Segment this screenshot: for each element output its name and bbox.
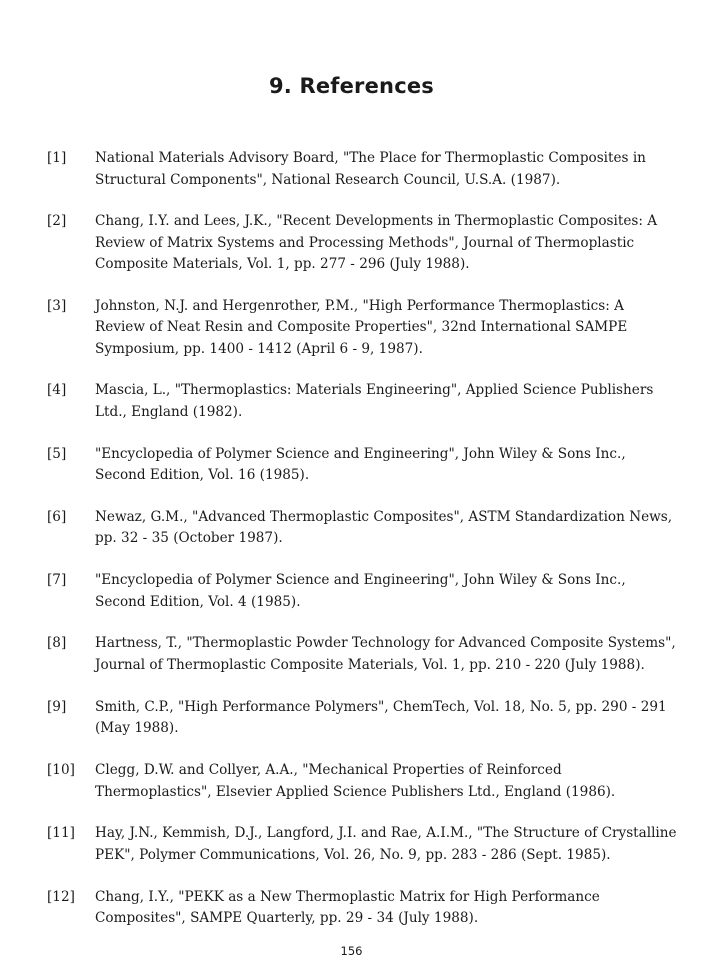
reference-number: [9]	[47, 698, 67, 715]
reference-text: "Encyclopedia of Polymer Science and Engineering", John Wiley & Sons Inc., Second Edition, Vol. 16 (1985).	[95, 445, 626, 484]
reference-number: [11]	[47, 825, 75, 842]
page-number: 156	[340, 944, 363, 958]
reference-text: Newaz, G.M., "Advanced Thermoplastic Composites", ASTM Standardization News, pp. 32 - 35 (October 1987).	[95, 508, 673, 547]
reference-text: Chang, I.Y. and Lees, J.K., "Recent Developments in Thermoplastic Composites: A Review of Matrix Systems and Processing Methods", Journal of Thermoplastic Composite Materials, Vol. 1, pp. 277 - 296 (July 1988).	[95, 213, 658, 273]
reference-item	[47, 380, 677, 443]
reference-item	[47, 570, 677, 633]
reference-text: Chang, I.Y., "PEKK as a New Thermoplastic Matrix for High Performance Composites", SAMPE Quarterly, pp. 29 - 34 (July 1988).	[95, 888, 600, 927]
reference-item	[47, 633, 677, 696]
reference-text: National Materials Advisory Board, "The Place for Thermoplastic Composites in Structural Components", National Research Council, U.S.A. (1987).	[95, 150, 646, 188]
page-title: 9. References	[268, 74, 435, 98]
reference-text: "Encyclopedia of Polymer Science and Engineering", John Wiley & Sons Inc., Second Edition, Vol. 4 (1985).	[95, 572, 626, 610]
reference-number: [1]	[47, 150, 67, 166]
reference-number: [12]	[47, 888, 75, 905]
reference-number: [7]	[47, 572, 67, 589]
reference-number: [4]	[47, 382, 67, 399]
reference-list	[47, 148, 677, 950]
reference-item	[47, 211, 677, 296]
reference-item	[47, 148, 677, 211]
reference-item	[47, 887, 677, 950]
reference-number: [8]	[47, 635, 67, 652]
reference-item	[47, 507, 677, 570]
reference-item	[47, 823, 677, 886]
reference-text: Hartness, T., "Thermoplastic Powder Technology for Advanced Composite Systems", Journal of Thermoplastic Composite Materials, Vol. 1, pp. 210 - 220 (July 1988).	[95, 635, 676, 673]
reference-number: [2]	[47, 213, 67, 230]
reference-number: [10]	[47, 762, 75, 779]
reference-number: [6]	[47, 508, 67, 525]
reference-item	[47, 697, 677, 760]
reference-text: Hay, J.N., Kemmish, D.J., Langford, J.I. and Rae, A.I.M., "The Structure of Crystalline PEK", Polymer Communications, Vol. 26, No. 9, pp. 283 - 286 (Sept. 1985).	[95, 825, 677, 863]
reference-text: Mascia, L., "Thermoplastics: Materials Engineering", Applied Science Publishers Ltd., England (1982).	[95, 382, 654, 420]
reference-item	[47, 760, 677, 823]
reference-item	[47, 444, 677, 507]
reference-number: [5]	[47, 445, 67, 462]
reference-number: [3]	[47, 297, 67, 314]
reference-text: Smith, C.P., "High Performance Polymers", ChemTech, Vol. 18, No. 5, pp. 290 - 291 (May 1988).	[95, 698, 667, 737]
reference-item	[47, 296, 677, 381]
reference-text: Johnston, N.J. and Hergenrother, P.M., "High Performance Thermoplastics: A Review of Neat Resin and Composite Properties", 32nd International SAMPE Symposium, pp. 1400 - 1412 (April 6 - 9, 1987).	[95, 297, 628, 357]
reference-text: Clegg, D.W. and Collyer, A.A., "Mechanical Properties of Reinforced Thermoplastics", Elsevier Applied Science Publishers Ltd., England (1986).	[95, 762, 616, 800]
